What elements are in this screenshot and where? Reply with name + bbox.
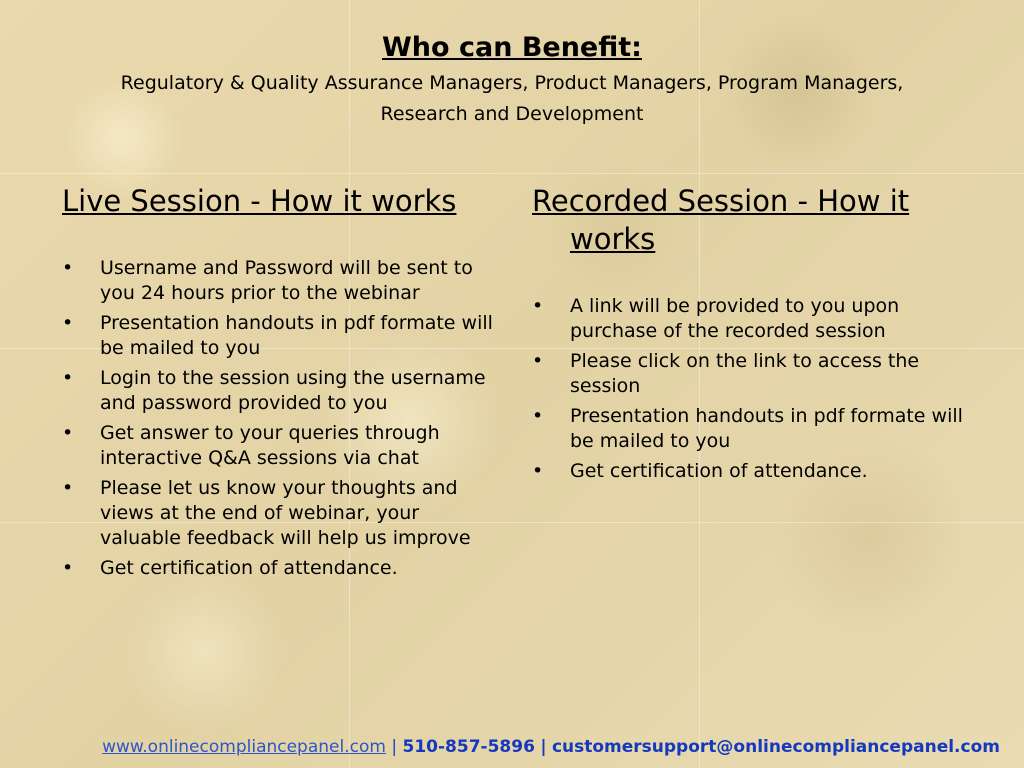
bullet-icon: •	[532, 350, 544, 372]
audience-line-1: Regulatory & Quality Assurance Managers, Product Managers, Program Managers,	[120, 72, 904, 94]
live-session-heading: Live Session - How it works	[62, 184, 457, 218]
list-item-text: Get certification of attendance.	[570, 460, 868, 482]
list-item	[62, 311, 502, 361]
list-item-text: A link will be provided to you upon purchase of the recorded session	[570, 295, 900, 342]
list-item	[62, 556, 502, 581]
list-item-text: Presentation handouts in pdf formate will be mailed to you	[570, 405, 963, 452]
list-item	[532, 294, 972, 344]
contact-footer	[0, 735, 1000, 759]
bullet-icon: •	[532, 405, 544, 427]
bullet-icon: •	[62, 257, 74, 279]
list-item-text: Please let us know your thoughts and views at the end of webinar, your valuable feedback will help us improve	[100, 477, 471, 549]
live-session-list	[62, 256, 502, 581]
recorded-session-column	[532, 182, 972, 489]
bullet-icon: •	[532, 460, 544, 482]
list-item	[532, 349, 972, 399]
recorded-session-heading: Recorded Session - How it works	[532, 184, 910, 256]
list-item	[62, 421, 502, 471]
recorded-session-list	[532, 294, 972, 484]
bullet-icon: •	[62, 477, 74, 499]
list-item	[532, 404, 972, 454]
slide-title: Who can Benefit:	[382, 32, 642, 63]
bullet-icon: •	[532, 295, 544, 317]
website-link[interactable]: www.onlinecompliancepanel.com	[102, 737, 386, 757]
list-item-text: Login to the session using the username and password provided to you	[100, 367, 486, 414]
list-item	[62, 476, 502, 551]
support-email: customersupport@onlinecompliancepanel.com	[551, 737, 1000, 757]
slide-header	[0, 30, 1024, 130]
live-session-column	[62, 182, 502, 586]
footer-separator: |	[540, 737, 547, 757]
texture-seam	[0, 173, 1024, 174]
phone-number: 510-857-5896	[402, 737, 535, 757]
bullet-icon: •	[62, 367, 74, 389]
list-item	[532, 459, 972, 484]
list-item-text: Presentation handouts in pdf formate will be mailed to you	[100, 312, 493, 359]
bullet-icon: •	[62, 312, 74, 334]
audience-list	[0, 68, 1024, 130]
list-item-text: Get answer to your queries through interactive Q&A sessions via chat	[100, 422, 440, 469]
list-item-text: Get certification of attendance.	[100, 557, 398, 579]
bullet-icon: •	[62, 557, 74, 579]
bullet-icon: •	[62, 422, 74, 444]
list-item-text: Please click on the link to access the session	[570, 350, 920, 397]
list-item-text: Username and Password will be sent to you 24 hours prior to the webinar	[100, 257, 473, 304]
list-item	[62, 366, 502, 416]
audience-line-2: Research and Development	[380, 103, 644, 125]
footer-separator: |	[391, 737, 398, 757]
list-item	[62, 256, 502, 306]
